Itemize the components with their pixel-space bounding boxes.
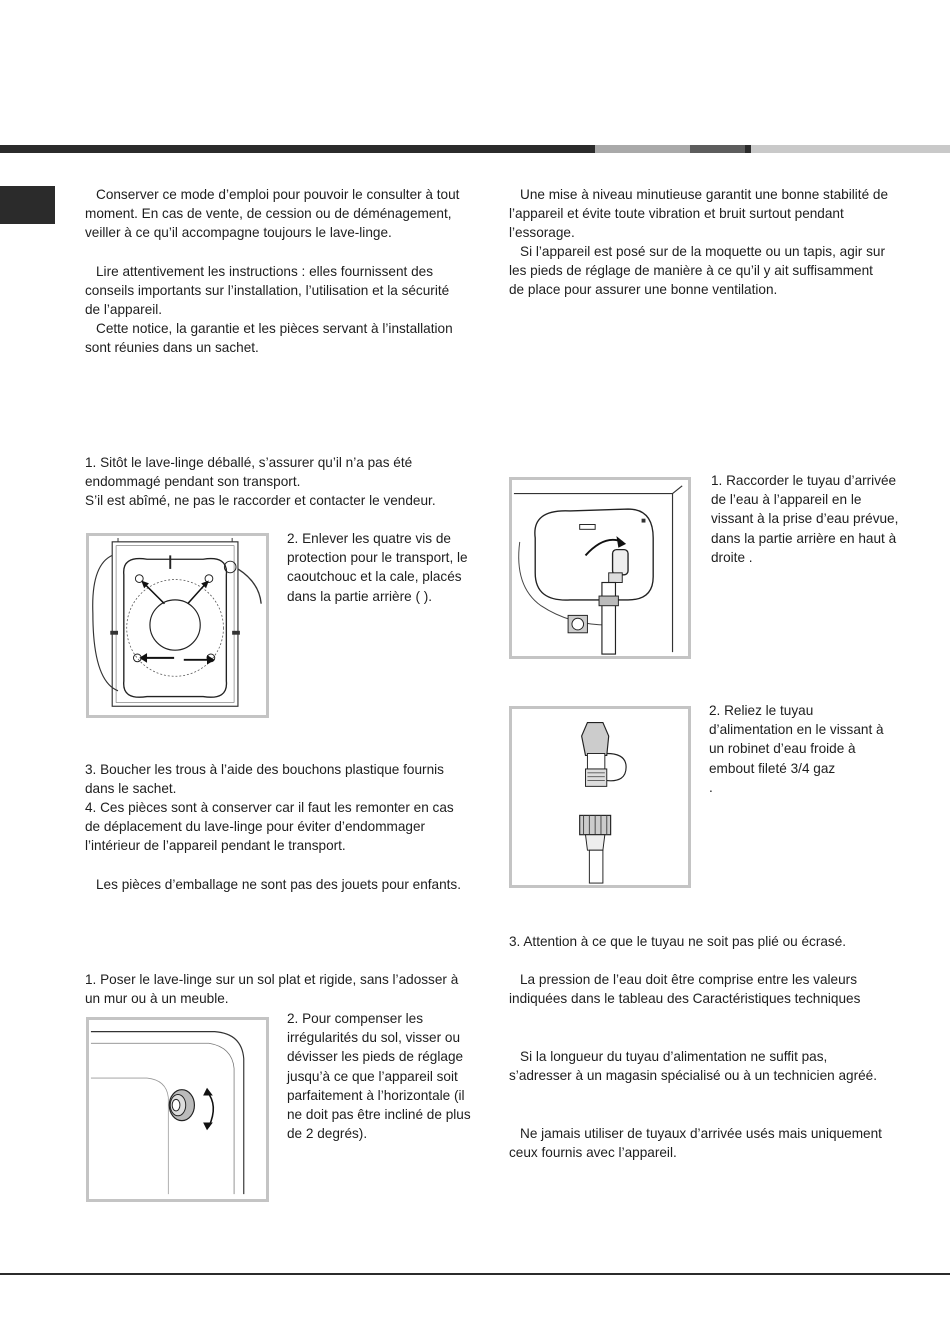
- level-paragraph-2: Si l’appareil est posé sur de la moquette ou un tapis, agir sur les pieds de réglage de manière à ce qu’il y ait suffisamment de place pour assurer une bonne ventilation.: [509, 244, 885, 298]
- rear-panel-illustration: [89, 536, 266, 715]
- water-tap-illustration: [512, 709, 688, 885]
- header-bar-mid: [595, 145, 690, 153]
- unpack-step-2: 2. Enlever les quatre vis de protection pour le transport, le caoutchouc et la cale, placés dans la partie arrière ( ).: [287, 531, 468, 604]
- intro-paragraph-2: Lire attentivement les instructions : elles fournissent des conseils importants sur l’installation, l’utilisation et la sécurité de l’appareil.: [85, 264, 450, 318]
- figure-water-tap: [509, 706, 691, 888]
- intro-paragraph-1: Conserver ce mode d’emploi pour pouvoir le consulter à tout moment. En cas de vente, de cession ou de déménagement, veiller à ce qu’il accompagne toujours le lave-linge.: [85, 187, 460, 241]
- footer-rule: [0, 1273, 950, 1275]
- header-bar-dark: [0, 145, 595, 153]
- header-bar-light: [751, 145, 950, 153]
- level-paragraph-1: Une mise à niveau minutieuse garantit une bonne stabilité de l’appareil et évite toute vibration et bruit surtout pendant l’essorage.: [509, 187, 889, 241]
- water-step-2: 2. Reliez le tuyau d’alimentation en le vissant à un robinet d’eau froide à embout fileté 3/4 gaz .: [709, 703, 884, 795]
- header-bar-gray: [690, 145, 745, 153]
- water-step-1: 1. Raccorder le tuyau d’arrivée de l’eau à l’appareil en le vissant à la prise d’eau prévue, dans la partie arrière en haut à droite .: [711, 473, 899, 565]
- language-tab: [0, 186, 55, 224]
- figure-rear-transport-screws: [86, 533, 269, 718]
- unpack-note: Les pièces d’emballage ne sont pas des jouets pour enfants.: [96, 877, 462, 892]
- hose-length-note: Si la longueur du tuyau d’alimentation ne suffit pas, s’adresser à un magasin spécialisé ou à un technicien agréé.: [509, 1049, 878, 1084]
- figure-water-inlet: [509, 477, 691, 659]
- water-step-3: 3. Attention à ce que le tuyau ne soit pas plié ou écrasé.: [509, 934, 847, 949]
- used-hose-warning: Ne jamais utiliser de tuyaux d’arrivée usés mais uniquement ceux fournis avec l’appareil.: [509, 1126, 882, 1161]
- adjustable-foot-illustration: [89, 1020, 266, 1199]
- level-step-1: 1. Poser le lave-linge sur un sol plat et rigide, sans l’adosser à un mur ou à un meuble.: [85, 972, 459, 1007]
- unpack-step-3: 3. Boucher les trous à l’aide des bouchons plastique fournis dans le sachet.: [85, 762, 444, 797]
- unpack-step-4: 4. Ces pièces sont à conserver car il faut les remonter en cas de déplacement du lave-linge pour éviter d’endommager l’intérieur de l’appareil pendant le transport.: [85, 800, 454, 854]
- figure-adjustable-foot: [86, 1017, 269, 1202]
- intro-paragraph-3: Cette notice, la garantie et les pièces servant à l’installation sont réunies dans un sachet.: [85, 321, 453, 356]
- water-pressure-note: La pression de l’eau doit être comprise entre les valeurs indiquées dans le tableau des Caractéristiques techniques: [509, 972, 861, 1007]
- level-step-2: 2. Pour compenser les irrégularités du sol, visser ou dévisser les pieds de réglage jusqu’à ce que l’appareil soit parfaitement à l’horizontale (il ne doit pas être incliné de plus de 2 degrés).: [287, 1011, 471, 1142]
- unpack-step-1: 1. Sitôt le lave-linge déballé, s’assurer qu’il n’a pas été endommagé pendant son transport. S’il est abîmé, ne pas le raccorder et contacter le vendeur.: [85, 455, 436, 509]
- water-inlet-illustration: [512, 480, 688, 656]
